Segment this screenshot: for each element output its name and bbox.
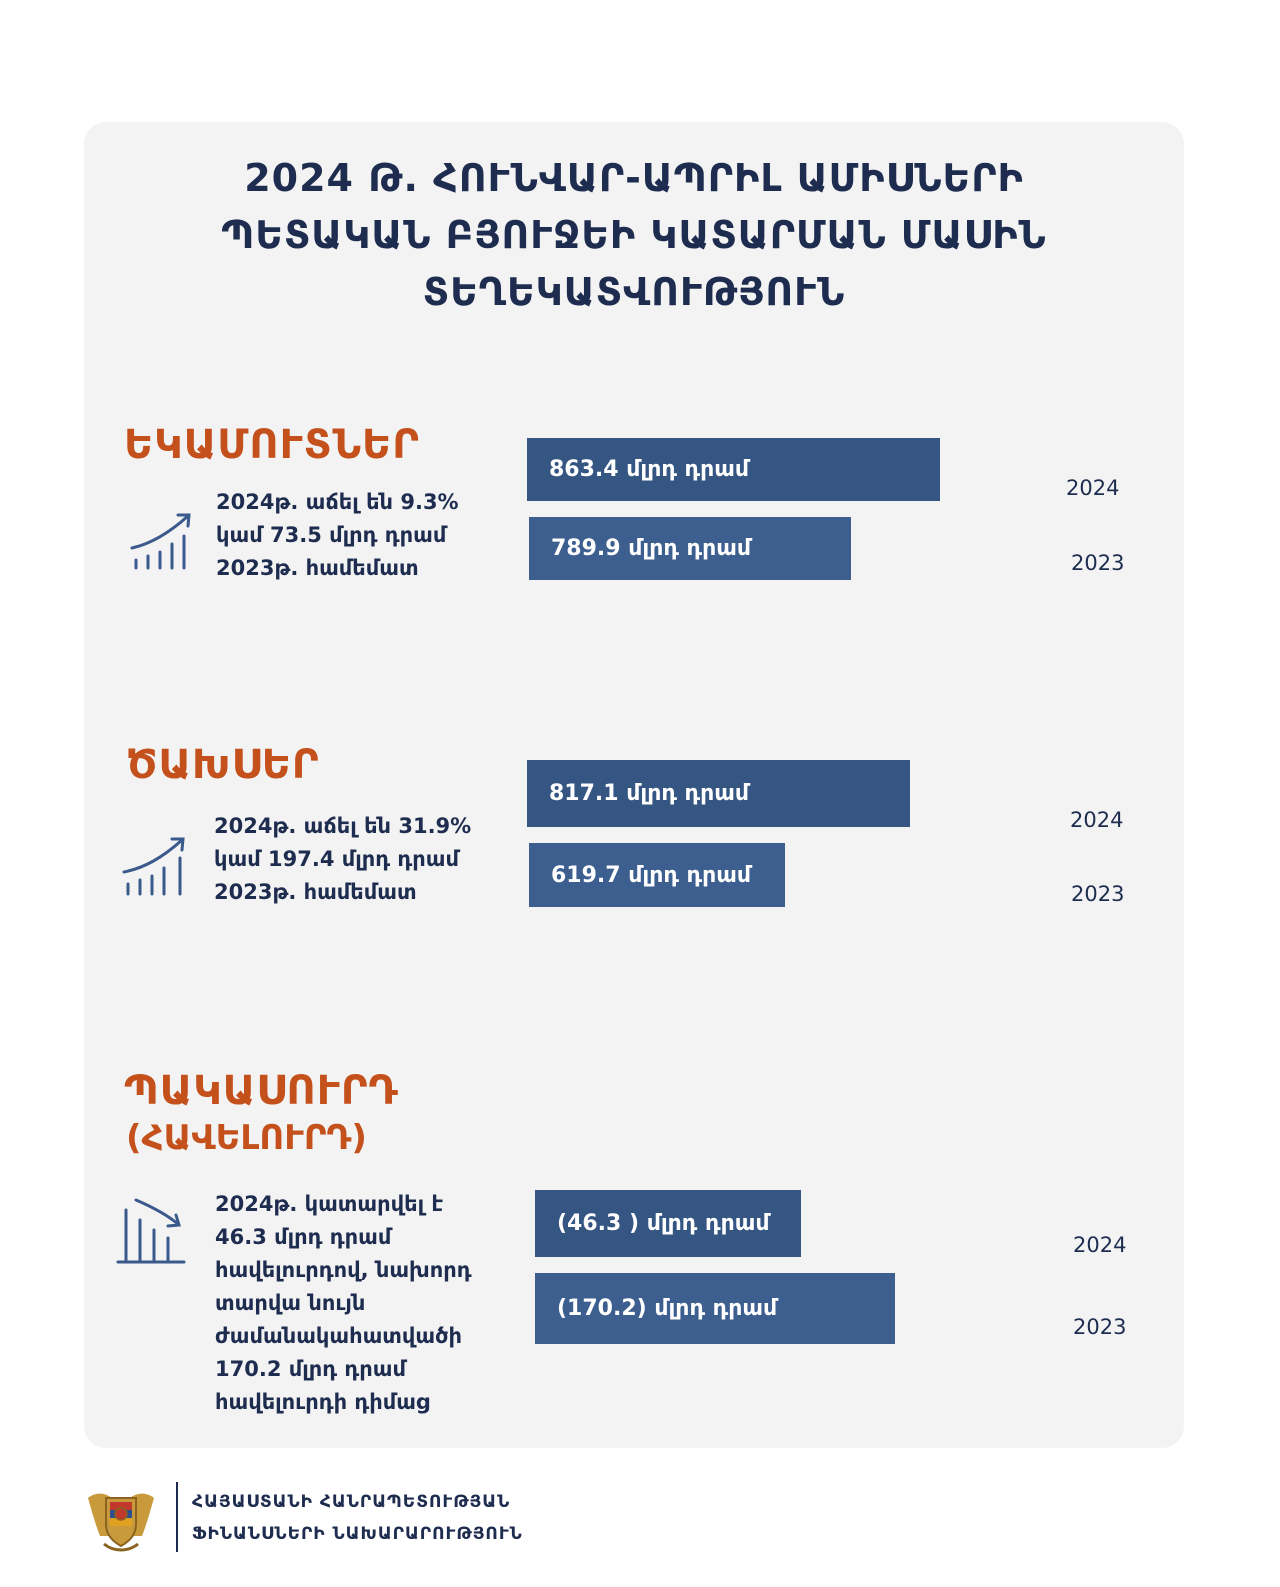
title-line: ՏԵՂԵԿԱՏՎՈՒԹՅՈՒՆ: [422, 270, 846, 314]
growth-chart-icon: [128, 508, 194, 574]
year-label-2023: 2023: [1071, 882, 1125, 906]
footer-line-2: ՖԻՆԱՆՍՆԵՐԻ ՆԱԽԱՐԱՐՈՒԹՅՈՒՆ: [192, 1524, 523, 1544]
bar-label: 619.7 մլրդ դրամ: [551, 862, 752, 888]
year-label-2023: 2023: [1071, 551, 1125, 575]
description-line: 2023թ. համեմատ: [216, 556, 419, 580]
deficit-title: ՊԱԿԱՍՈՒՐԴ: [124, 1068, 399, 1114]
description-line: 2023թ. համեմատ: [214, 880, 417, 904]
bar-label: 789.9 մլրդ դրամ: [551, 536, 752, 561]
description-line: 2024թ. կատարվել է: [215, 1192, 444, 1216]
footer-line-1: ՀԱՅԱՍՏԱՆԻ ՀԱՆՐԱՊԵՏՈՒԹՅԱՆ: [192, 1492, 511, 1512]
year-label-2024: 2024: [1070, 808, 1124, 832]
bar-revenues-2024: [527, 438, 940, 501]
description-line: 46.3 մլրդ դրամ: [215, 1225, 392, 1249]
bar-label: (46.3 ) մլրդ դրամ: [557, 1211, 770, 1236]
revenues-title: ԵԿԱՄՈՒՏՆԵՐ: [124, 422, 420, 468]
growth-chart-icon: [122, 834, 188, 900]
description-line: կամ 197.4 մլրդ դրամ: [214, 847, 459, 871]
deficit-description: [215, 1188, 472, 1419]
description-line: կամ 73.5 մլրդ դրամ: [216, 523, 447, 547]
decline-chart-icon: [114, 1194, 188, 1268]
bar-label: (170.2) մլրդ դրամ: [557, 1296, 778, 1321]
description-line: հավելուրդով, նախորդ: [215, 1258, 472, 1282]
title-line: ՊԵՏԱԿԱՆ ԲՅՈՒՋԵԻ ԿԱՏԱՐՄԱՆ ՄԱՍԻՆ: [221, 213, 1047, 257]
bar-deficit-2023: [535, 1273, 895, 1344]
bar-expenditures-2024: [527, 760, 910, 827]
expenditures-description: [214, 810, 471, 909]
revenues-description: [216, 486, 459, 585]
description-line: տարվա նույն: [215, 1291, 366, 1315]
bar-label: 817.1 մլրդ դրամ: [549, 781, 750, 806]
year-label-2024: 2024: [1073, 1233, 1127, 1257]
description-line: 170.2 մլրդ դրամ: [215, 1357, 406, 1381]
year-label-2024: 2024: [1066, 476, 1120, 500]
page-title: [84, 150, 1184, 321]
title-line: 2024 Թ. ՀՈՒՆՎԱՐ-ԱՊՐԻԼ ԱՄԻՍՆԵՐԻ: [244, 156, 1024, 200]
description-line: 2024թ. աճել են 9.3%: [216, 490, 459, 514]
bar-revenues-2023: [529, 517, 851, 580]
description-line: 2024թ. աճել են 31.9%: [214, 814, 472, 838]
surplus-subtitle: (ՀԱՎԵԼՈՒՐԴ): [126, 1118, 367, 1158]
bar-label: 863.4 մլրդ դրամ: [549, 457, 750, 482]
coat-of-arms-logo: [80, 1480, 162, 1556]
description-line: հավելուրդի դիմաց: [215, 1390, 430, 1414]
footer-divider: [176, 1482, 178, 1552]
bar-expenditures-2023: [529, 843, 785, 907]
expenditures-title: ԾԱԽՍԵՐ: [126, 742, 320, 788]
year-label-2023: 2023: [1073, 1315, 1127, 1339]
description-line: ժամանակահատվածի: [215, 1324, 463, 1348]
bar-deficit-2024: [535, 1190, 801, 1257]
